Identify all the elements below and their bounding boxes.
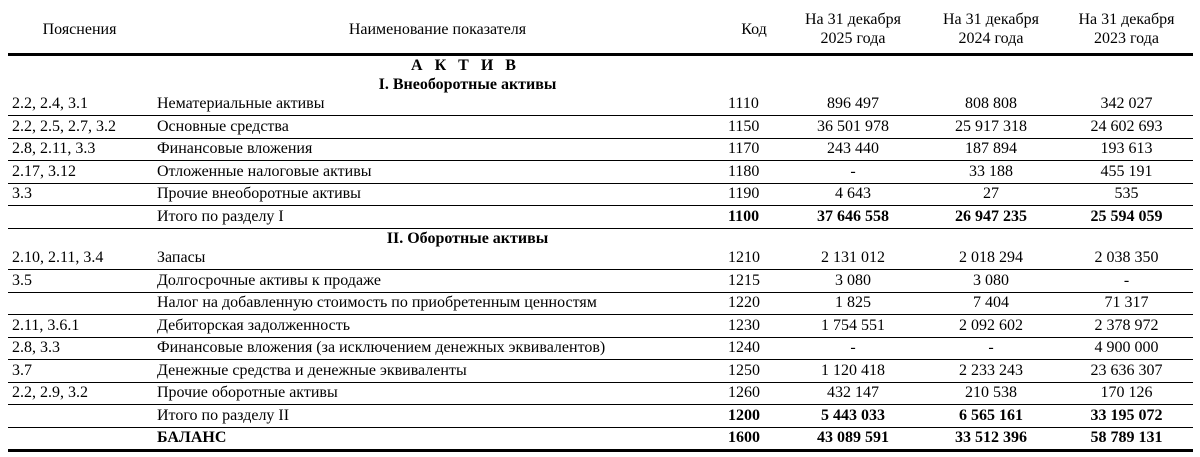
- table-row: [8, 270, 1193, 293]
- code-cell: 1150: [724, 116, 784, 139]
- notes-cell: [8, 405, 151, 428]
- value-2024-cell: 33 188: [922, 161, 1060, 184]
- table-row: [8, 138, 1193, 161]
- value-2024-cell: 25 917 318: [922, 116, 1060, 139]
- notes-cell: 3.5: [8, 270, 151, 293]
- indicator-name-cell: Итого по разделу II: [151, 405, 724, 428]
- value-2025-cell: 4 643: [784, 183, 922, 206]
- value-2024-cell: -: [922, 337, 1060, 360]
- value-2025-cell: 5 443 033: [784, 405, 922, 428]
- value-2025-cell: 896 497: [784, 94, 922, 116]
- table-row: [8, 382, 1193, 405]
- value-2023-cell: 71 317: [1060, 292, 1193, 315]
- indicator-name-cell: Отложенные налоговые активы: [151, 161, 724, 184]
- notes-cell: [8, 206, 151, 229]
- aktiv-title-row: [8, 56, 1193, 75]
- value-2024-cell: 33 512 396: [922, 427, 1060, 451]
- table-row: [8, 94, 1193, 116]
- code-cell: 1200: [724, 405, 784, 428]
- notes-cell: 2.2, 2.9, 3.2: [8, 382, 151, 405]
- value-2023-cell: 25 594 059: [1060, 206, 1193, 229]
- header-date-2023: [1060, 6, 1193, 54]
- code-cell: 1100: [724, 206, 784, 229]
- value-2024-cell: 26 947 235: [922, 206, 1060, 229]
- section2-title-row: [8, 228, 1193, 248]
- table-row: [8, 161, 1193, 184]
- header-date-2024-line2: 2024 года: [958, 30, 1024, 48]
- notes-cell: 2.2, 2.5, 2.7, 3.2: [8, 116, 151, 139]
- header-name: Наименование показателя: [348, 20, 527, 38]
- value-2025-cell: 3 080: [784, 270, 922, 293]
- notes-cell: 2.10, 2.11, 3.4: [8, 248, 151, 270]
- notes-cell: 3.7: [8, 360, 151, 383]
- value-2023-cell: 33 195 072: [1060, 405, 1193, 428]
- table-row: [8, 292, 1193, 315]
- value-2024-cell: 2 018 294: [922, 248, 1060, 270]
- header-date-2024: [922, 6, 1060, 54]
- value-2023-cell: 342 027: [1060, 94, 1193, 116]
- header-code: Код: [741, 20, 767, 38]
- value-2024-cell: 6 565 161: [922, 405, 1060, 428]
- value-2023-cell: 193 613: [1060, 138, 1193, 161]
- section1-title-row: [8, 75, 1193, 94]
- notes-cell: 2.17, 3.12: [8, 161, 151, 184]
- code-cell: 1250: [724, 360, 784, 383]
- table-row: [8, 183, 1193, 206]
- notes-cell: 2.8, 3.3: [8, 337, 151, 360]
- value-2024-cell: 2 233 243: [922, 360, 1060, 383]
- code-cell: 1230: [724, 315, 784, 338]
- value-2024-cell: 808 808: [922, 94, 1060, 116]
- code-cell: 1180: [724, 161, 784, 184]
- aktiv-title: А К Т И В: [411, 56, 520, 74]
- value-2024-cell: 2 092 602: [922, 315, 1060, 338]
- value-2023-cell: 58 789 131: [1060, 427, 1193, 451]
- table-row: [8, 315, 1193, 338]
- value-2025-cell: 1 825: [784, 292, 922, 315]
- header-date-2025: [784, 6, 922, 54]
- value-2023-cell: 455 191: [1060, 161, 1193, 184]
- value-2024-cell: 27: [922, 183, 1060, 206]
- section2-title: II. Оборотные активы: [386, 229, 549, 247]
- value-2025-cell: 243 440: [784, 138, 922, 161]
- value-2025-cell: -: [784, 337, 922, 360]
- section-total-row: [8, 405, 1193, 428]
- value-2024-cell: 210 538: [922, 382, 1060, 405]
- code-cell: 1210: [724, 248, 784, 270]
- notes-cell: [8, 292, 151, 315]
- value-2023-cell: 24 602 693: [1060, 116, 1193, 139]
- code-cell: 1600: [724, 427, 784, 451]
- code-cell: 1240: [724, 337, 784, 360]
- table-body: [8, 54, 1193, 451]
- value-2023-cell: 4 900 000: [1060, 337, 1193, 360]
- notes-cell: 2.2, 2.4, 3.1: [8, 94, 151, 116]
- code-cell: 1220: [724, 292, 784, 315]
- value-2024-cell: 7 404: [922, 292, 1060, 315]
- table-header: [8, 6, 1193, 54]
- balance-row: [8, 427, 1193, 451]
- table-row: [8, 360, 1193, 383]
- value-2025-cell: 2 131 012: [784, 248, 922, 270]
- table-row: [8, 116, 1193, 139]
- indicator-name-cell: Основные средства: [151, 116, 724, 139]
- notes-cell: 3.3: [8, 183, 151, 206]
- balance-sheet-table: [8, 6, 1193, 452]
- header-date-2023-line1: На 31 декабря: [1078, 11, 1175, 29]
- indicator-name-cell: Налог на добавленную стоимость по приобретенным ценностям: [151, 292, 724, 315]
- code-cell: 1170: [724, 138, 784, 161]
- value-2025-cell: 43 089 591: [784, 427, 922, 451]
- value-2023-cell: 535: [1060, 183, 1193, 206]
- value-2023-cell: 2 038 350: [1060, 248, 1193, 270]
- value-2024-cell: 187 894: [922, 138, 1060, 161]
- value-2023-cell: 23 636 307: [1060, 360, 1193, 383]
- indicator-name-cell: Итого по разделу I: [151, 206, 724, 229]
- notes-cell: [8, 427, 151, 451]
- value-2025-cell: -: [784, 161, 922, 184]
- indicator-name-cell: БАЛАНС: [151, 427, 724, 451]
- value-2025-cell: 36 501 978: [784, 116, 922, 139]
- value-2025-cell: 1 754 551: [784, 315, 922, 338]
- code-cell: 1190: [724, 183, 784, 206]
- value-2023-cell: 170 126: [1060, 382, 1193, 405]
- code-cell: 1215: [724, 270, 784, 293]
- notes-cell: 2.11, 3.6.1: [8, 315, 151, 338]
- value-2025-cell: 1 120 418: [784, 360, 922, 383]
- code-cell: 1110: [724, 94, 784, 116]
- section1-title: I. Внеоборотные активы: [378, 75, 557, 93]
- value-2025-cell: 432 147: [784, 382, 922, 405]
- indicator-name-cell: Денежные средства и денежные эквиваленты: [151, 360, 724, 383]
- value-2025-cell: 37 646 558: [784, 206, 922, 229]
- header-date-2025-line2: 2025 года: [820, 30, 886, 48]
- value-2023-cell: 2 378 972: [1060, 315, 1193, 338]
- header-notes: Пояснения: [42, 20, 117, 38]
- section-total-row: [8, 206, 1193, 229]
- header-date-2025-line1: На 31 декабря: [804, 11, 902, 29]
- indicator-name-cell: Дебиторская задолженность: [151, 315, 724, 338]
- indicator-name-cell: Прочие оборотные активы: [151, 382, 724, 405]
- code-cell: 1260: [724, 382, 784, 405]
- table-row: [8, 248, 1193, 270]
- indicator-name-cell: Долгосрочные активы к продаже: [151, 270, 724, 293]
- indicator-name-cell: Прочие внеоборотные активы: [151, 183, 724, 206]
- indicator-name-cell: Финансовые вложения (за исключением денежных эквивалентов): [151, 337, 724, 360]
- value-2023-cell: -: [1060, 270, 1193, 293]
- header-date-2023-line2: 2023 года: [1094, 30, 1159, 48]
- indicator-name-cell: Запасы: [151, 248, 724, 270]
- header-date-2024-line1: На 31 декабря: [942, 11, 1040, 29]
- notes-cell: 2.8, 2.11, 3.3: [8, 138, 151, 161]
- value-2024-cell: 3 080: [922, 270, 1060, 293]
- indicator-name-cell: Финансовые вложения: [151, 138, 724, 161]
- indicator-name-cell: Нематериальные активы: [151, 94, 724, 116]
- table-row: [8, 337, 1193, 360]
